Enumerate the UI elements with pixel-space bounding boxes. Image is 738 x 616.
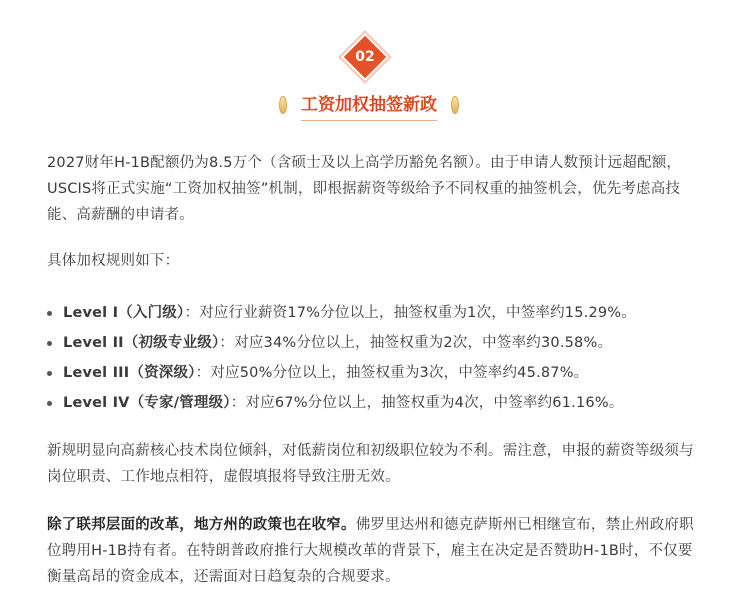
section-number-badge <box>340 32 390 82</box>
state-policy-body: 佛罗里达州和德克萨斯州已相继宣布，禁止州政府职位聘用H-1B持有者。在特朗普政府推行大规模改革的背景下，雇主在决定是否赞助H-1B时，不仅要衡量高昂的资金成本，还需面对日趋复杂的合规要求。 <box>47 517 694 585</box>
conclusion-paragraph: 新规明显向高薪核心技术岗位倾斜，对低薪岗位和初级职位较为不利。需注意，申报的薪资等级须与岗位职责、工作地点相符，虚假填报将导致注册无效。 <box>47 443 694 485</box>
list-item <box>47 328 697 358</box>
section-title: 工资加权抽签新政 <box>301 90 437 121</box>
rule-description: ：对应34%分位以上，抽签权重为2次，中签率约30.58%。 <box>219 335 613 351</box>
intro-paragraph: 2027财年H-1B配额仍为8.5万个（含硕士及以上高学历豁免名额）。由于申请人数预计远超配额，USCIS将正式实施“工资加权抽签”机制，即根据薪资等级给予不同权重的抽签机会，优先考虑高技能、高薪酬的申请者。 <box>47 155 682 223</box>
list-item <box>47 298 697 328</box>
rule-level-label: Level III（资深级） <box>63 365 196 381</box>
badge-number: 02 <box>355 49 375 65</box>
rule-description: ：对应50%分位以上，抽签权重为3次，中签率约45.87%。 <box>195 365 589 381</box>
state-policy-lead: 除了联邦层面的改革，地方州的政策也在收窄。 <box>47 517 356 533</box>
state-policy-paragraph <box>47 512 697 590</box>
rule-level-label: Level II（初级专业级） <box>63 335 220 351</box>
right-ornament-icon <box>451 96 459 114</box>
rule-level-label: Level IV（专家/管理级） <box>63 395 231 411</box>
rule-description: ：对应行业薪资17%分位以上，抽签权重为1次，中签率约15.29%。 <box>184 305 636 321</box>
rule-level-label: Level I（入门级） <box>63 305 185 321</box>
rule-description: ：对应67%分位以上，抽签权重为4次，中签率约61.16%。 <box>230 395 624 411</box>
article-body <box>47 150 697 590</box>
section-title-row <box>0 88 738 122</box>
left-ornament-icon <box>279 96 287 114</box>
rules-intro-paragraph: 具体加权规则如下： <box>47 253 180 269</box>
weighting-rules-list <box>47 298 697 418</box>
list-item <box>47 358 697 388</box>
list-item <box>47 388 697 418</box>
